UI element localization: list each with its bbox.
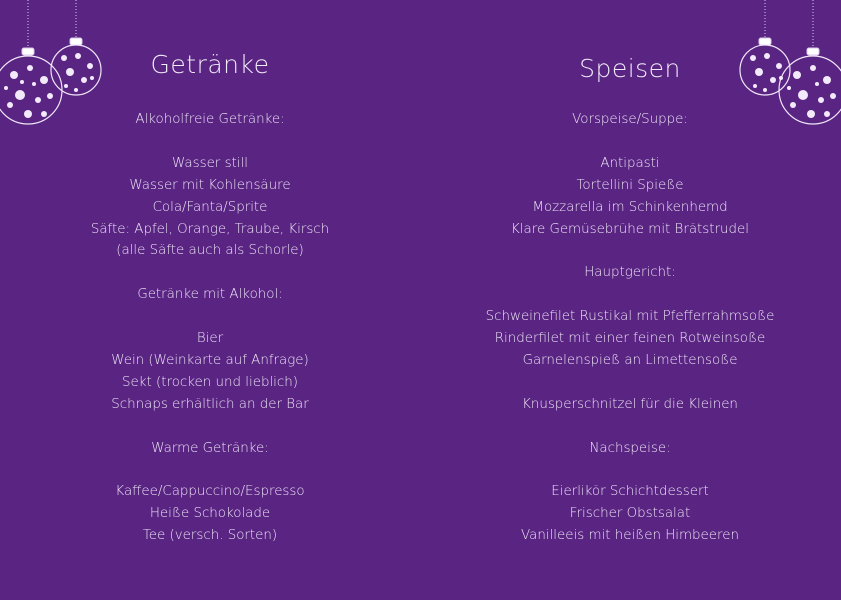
menu-item: Eierlikör Schichtdessert xyxy=(551,484,709,500)
menu-item: Wasser still xyxy=(172,155,248,171)
menu-item: Wein (Weinkarte auf Anfrage) xyxy=(111,352,309,368)
menu-item: Frischer Obstsalat xyxy=(569,506,691,522)
menu-item: Kaffee/Cappuccino/Espresso xyxy=(115,484,305,500)
section-heading: Getränke mit Alkohol: xyxy=(137,287,283,303)
menu-item: Antipasti xyxy=(600,155,660,171)
menu-item: Cola/Fanta/Sprite xyxy=(152,199,268,215)
section-heading: Nachspeise: xyxy=(589,440,671,456)
food-menu xyxy=(420,109,840,547)
menu-item: (alle Säfte auch als Schorle) xyxy=(116,243,304,259)
menu-item: Schnaps erhältlich an der Bar xyxy=(111,396,309,412)
menu-item: Knusperschnitzel für die Kleinen xyxy=(522,396,738,412)
menu-item: Klare Gemüsebrühe mit Brätstrudel xyxy=(511,221,749,237)
menu-item: Garnelenspieß an Limettensoße xyxy=(522,352,738,368)
section-heading: Warme Getränke: xyxy=(151,440,269,456)
section-heading: Alkoholfreie Getränke: xyxy=(135,112,285,127)
menu-item: Bier xyxy=(196,331,224,347)
food-title: Speisen xyxy=(579,54,681,83)
menu-item: Heiße Schokolade xyxy=(149,506,271,522)
menu-item: Tortellini Spieße xyxy=(576,177,684,193)
menu-item: Mozzarella im Schinkenhemd xyxy=(532,199,728,215)
section-heading: Vorspeise/Suppe: xyxy=(572,112,688,127)
menu-item: Schweinefilet Rustikal mit Pfefferrahmsoße xyxy=(485,309,775,325)
food-page xyxy=(420,0,840,600)
section-heading: Hauptgericht: xyxy=(584,265,676,281)
menu-item: Wasser mit Kohlensäure xyxy=(129,177,291,193)
menu-item: Rinderfilet mit einer feinen Rotweinsoße xyxy=(494,331,766,347)
drinks-title: Getränke xyxy=(150,50,270,79)
menu-item: Tee (versch. Sorten) xyxy=(142,528,278,544)
menu-item: Säfte: Apfel, Orange, Traube, Kirsch xyxy=(90,221,330,237)
menu-item: Sekt (trocken und lieblich) xyxy=(122,374,298,390)
menu-item: Vanilleeis mit heißen Himbeeren xyxy=(521,528,739,544)
drinks-menu xyxy=(0,109,420,547)
drinks-page xyxy=(0,0,420,600)
